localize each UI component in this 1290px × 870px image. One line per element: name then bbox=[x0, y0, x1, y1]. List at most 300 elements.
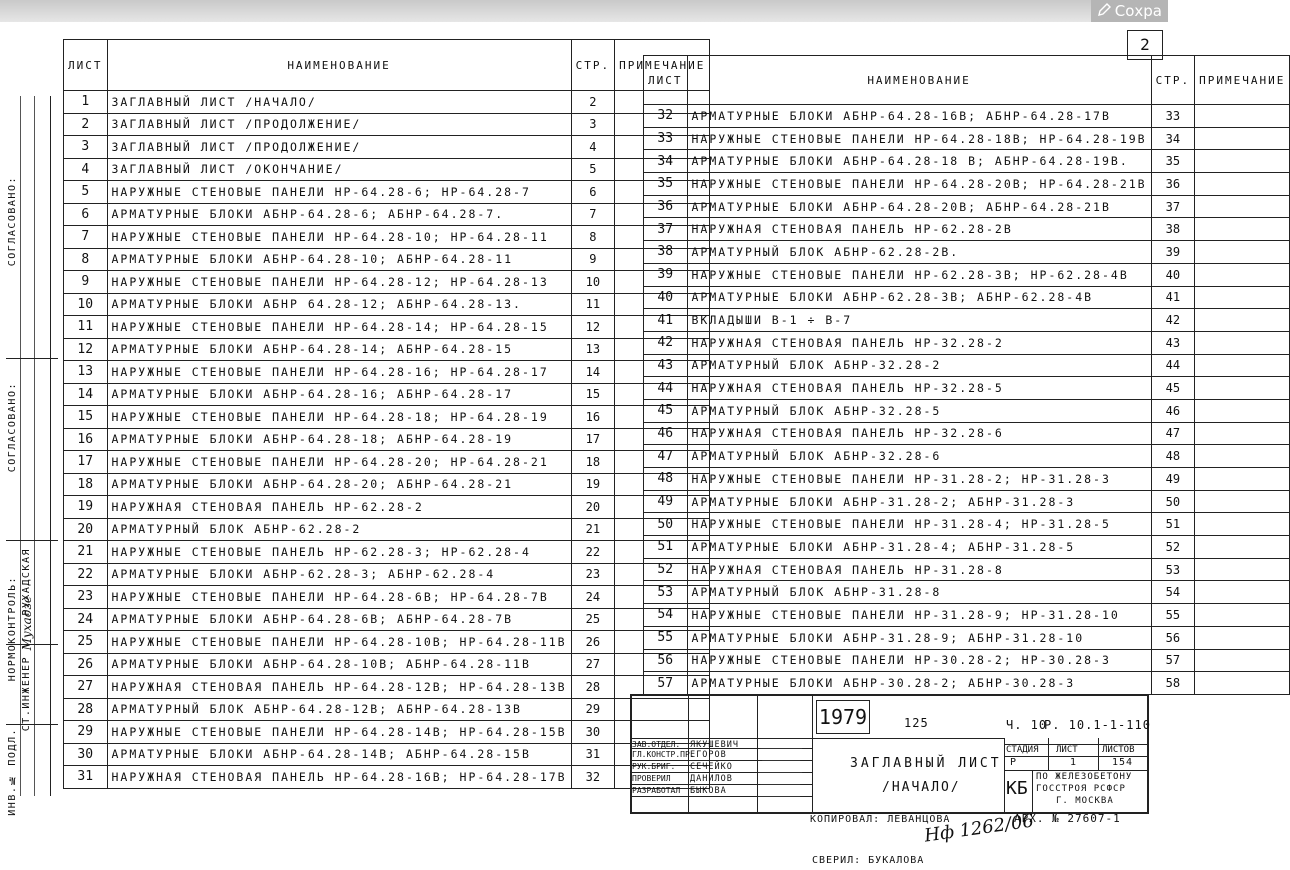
row-sheet-number: 4 bbox=[64, 158, 108, 181]
table-row bbox=[64, 181, 710, 204]
name-0: ЯКУШЕВИЧ bbox=[690, 740, 739, 750]
row-name: ЗАГЛАВНЫЙ ЛИСТ /ОКОНЧАНИЕ/ bbox=[107, 158, 571, 181]
row-sheet-number: 31 bbox=[64, 766, 108, 789]
tb-divider bbox=[1048, 738, 1049, 770]
row-page: 27 bbox=[571, 653, 615, 676]
row-name: АРМАТУРНЫЙ БЛОК АБНР-31.28-8 bbox=[687, 581, 1151, 604]
row-sheet-number: 36 bbox=[644, 195, 688, 218]
row-page: 15 bbox=[571, 383, 615, 406]
row-sheet-number: 42 bbox=[644, 331, 688, 354]
role-1: ГЛ.КОНСТР.ПР. bbox=[632, 750, 695, 759]
row-name: АРМАТУРНЫЙ БЛОК АБНР-62.28-2 bbox=[107, 518, 571, 541]
row-page: 35 bbox=[1151, 150, 1195, 173]
row-page: 57 bbox=[1151, 649, 1195, 672]
row-page: 32 bbox=[571, 766, 615, 789]
row-sheet-number: 23 bbox=[64, 586, 108, 609]
row-sheet-number: 34 bbox=[644, 150, 688, 173]
row-sheet-number: 27 bbox=[64, 676, 108, 699]
row-name: АРМАТУРНЫЙ БЛОК АБНР-32.28-5 bbox=[687, 399, 1151, 422]
table-row bbox=[64, 271, 710, 294]
row-sheet-number: 19 bbox=[64, 496, 108, 519]
row-page: 16 bbox=[571, 406, 615, 429]
row-sheet-number: 29 bbox=[64, 721, 108, 744]
row-name: АРМАТУРНЫЕ БЛОКИ АБНР-31.28-9; АБНР-31.28-10 bbox=[687, 626, 1151, 649]
table-row bbox=[64, 293, 710, 316]
row-sheet-number: 57 bbox=[644, 672, 688, 695]
table-row bbox=[64, 586, 710, 609]
sheet-number-box: 2 bbox=[1127, 30, 1163, 60]
row-name: АРМАТУРНЫЕ БЛОКИ АБНР-64.28-10В; АБНР-64.28-11В bbox=[107, 653, 571, 676]
row-sheet-number: 37 bbox=[644, 218, 688, 241]
tb-divider bbox=[1004, 738, 1005, 812]
row-page: 38 bbox=[1151, 218, 1195, 241]
row-name: НАРУЖНАЯ СТЕНОВАЯ ПАНЕЛЬ НР-31.28-8 bbox=[687, 558, 1151, 581]
row-name: НАРУЖНЫЕ СТЕНОВЫЕ ПАНЕЛИ НР-64.28-20В; НР-64.28-21В bbox=[687, 173, 1151, 196]
agreed-label: СОГЛАСОВАНО: bbox=[7, 176, 18, 267]
row-note bbox=[1195, 377, 1290, 400]
row-page: 2 bbox=[571, 91, 615, 114]
register-table-left bbox=[63, 39, 710, 789]
table-row bbox=[644, 490, 1290, 513]
row-sheet-number: 9 bbox=[64, 271, 108, 294]
name-1: ЕГОРОВ bbox=[690, 750, 727, 760]
row-note bbox=[1195, 626, 1290, 649]
row-sheet-number: 33 bbox=[644, 127, 688, 150]
row-name: НАРУЖНАЯ СТЕНОВАЯ ПАНЕЛЬ НР-64.28-16В; НР-64.28-17В bbox=[107, 766, 571, 789]
table-row bbox=[644, 626, 1290, 649]
row-name: НАРУЖНЫЕ СТЕНОВЫЕ ПАНЕЛИ НР-64.28-12; НР-64.28-13 bbox=[107, 271, 571, 294]
table-row bbox=[64, 766, 710, 789]
num-125: 125 bbox=[904, 716, 929, 730]
row-sheet-number: 41 bbox=[644, 309, 688, 332]
role-3: ПРОВЕРИЛ bbox=[632, 774, 671, 783]
row-sheet-number: 39 bbox=[644, 263, 688, 286]
stage-value: Р bbox=[1010, 757, 1018, 768]
row-page: 12 bbox=[571, 316, 615, 339]
register-body-left bbox=[64, 91, 710, 789]
row-page: 8 bbox=[571, 226, 615, 249]
approval-strip bbox=[6, 96, 51, 816]
save-button[interactable] bbox=[1091, 0, 1168, 22]
sheets-value: 154 bbox=[1112, 757, 1134, 768]
row-sheet-number: 55 bbox=[644, 626, 688, 649]
role-4: РАЗРАБОТАЛ bbox=[632, 786, 681, 795]
row-sheet-number: 50 bbox=[644, 513, 688, 536]
table-row bbox=[64, 563, 710, 586]
row-sheet-number: 14 bbox=[64, 383, 108, 406]
table-row bbox=[644, 558, 1290, 581]
row-page: 33 bbox=[1151, 105, 1195, 128]
col-name-header: НАИМЕНОВАНИЕ bbox=[107, 40, 571, 91]
sheet-label: ЛИСТ bbox=[1056, 745, 1078, 755]
table-row bbox=[64, 653, 710, 676]
row-sheet-number: 3 bbox=[64, 136, 108, 159]
row-page: 21 bbox=[571, 518, 615, 541]
table-row bbox=[644, 286, 1290, 309]
row-sheet-number: 11 bbox=[64, 316, 108, 339]
tb-divider bbox=[1098, 738, 1099, 770]
table-row bbox=[644, 649, 1290, 672]
row-page: 36 bbox=[1151, 173, 1195, 196]
row-page: 44 bbox=[1151, 354, 1195, 377]
row-name: АРМАТУРНЫЕ БЛОКИ АБНР-64.28-6; АБНР-64.28-7. bbox=[107, 203, 571, 226]
table-row bbox=[64, 631, 710, 654]
row-name: ВКЛАДЫШИ В-1 ÷ В-7 bbox=[687, 309, 1151, 332]
row-sheet-number: 52 bbox=[644, 558, 688, 581]
save-button-label: Сохра bbox=[1114, 2, 1162, 20]
row-name: АРМАТУРНЫЙ БЛОК АБНР-32.28-6 bbox=[687, 445, 1151, 468]
row-page: 10 bbox=[571, 271, 615, 294]
row-name: НАРУЖНЫЕ СТЕНОВЫЕ ПАНЕЛИ НР-64.28-20; НР-64.28-21 bbox=[107, 451, 571, 474]
row-name: НАРУЖНЫЕ СТЕНОВЫЕ ПАНЕЛИ НР-31.28-4; НР-31.28-5 bbox=[687, 513, 1151, 536]
row-page: 47 bbox=[1151, 422, 1195, 445]
row-name: НАРУЖНЫЕ СТЕНОВЫЕ ПАНЕЛИ НР-64.28-10; НР-64.28-11 bbox=[107, 226, 571, 249]
row-page: 39 bbox=[1151, 241, 1195, 264]
row-name: НАРУЖНЫЕ СТЕНОВЫЕ ПАНЕЛИ НР-64.28-6; НР-64.28-7 bbox=[107, 181, 571, 204]
row-note bbox=[1195, 241, 1290, 264]
table-row bbox=[644, 218, 1290, 241]
row-page: 24 bbox=[571, 586, 615, 609]
row-name: АРМАТУРНЫЕ БЛОКИ АБНР-30.28-2; АБНР-30.28-3 bbox=[687, 672, 1151, 695]
signature-3 bbox=[760, 774, 804, 785]
row-sheet-number: 47 bbox=[644, 445, 688, 468]
st-engineer-label: СТ.ИНЖЕНЕР bbox=[21, 656, 32, 732]
signature-1 bbox=[762, 750, 804, 761]
table-header-row bbox=[64, 40, 710, 91]
table-row bbox=[64, 91, 710, 114]
save-icon bbox=[1097, 3, 1111, 17]
row-note bbox=[1195, 445, 1290, 468]
row-name: НАРУЖНАЯ СТЕНОВАЯ ПАНЕЛЬ НР-32.28-2 bbox=[687, 331, 1151, 354]
row-sheet-number: 24 bbox=[64, 608, 108, 631]
table-row bbox=[644, 672, 1290, 695]
row-name: АРМАТУРНЫЕ БЛОКИ АБНР-64.28-16; АБНР-64.28-17 bbox=[107, 383, 571, 406]
row-sheet-number: 40 bbox=[644, 286, 688, 309]
strip-rule bbox=[6, 540, 58, 541]
row-note bbox=[1195, 331, 1290, 354]
tb-divider bbox=[812, 696, 813, 812]
row-name: НАРУЖНЫЕ СТЕНОВЫЕ ПАНЕЛИ НР-31.28-9; НР-31.28-10 bbox=[687, 604, 1151, 627]
row-note bbox=[1195, 536, 1290, 559]
table-row bbox=[644, 377, 1290, 400]
row-page: 30 bbox=[571, 721, 615, 744]
row-note bbox=[1195, 513, 1290, 536]
row-page: 25 bbox=[571, 608, 615, 631]
sheets-label: ЛИСТОВ bbox=[1102, 745, 1135, 755]
table-row bbox=[64, 136, 710, 159]
row-sheet-number: 30 bbox=[64, 743, 108, 766]
name-2: СЕЧЕЙКО bbox=[690, 762, 733, 772]
row-note bbox=[1195, 558, 1290, 581]
signature-2 bbox=[758, 762, 806, 773]
org-line2: ГОССТРОЯ РСФСР bbox=[1036, 784, 1126, 794]
register-body-right bbox=[644, 105, 1290, 695]
row-name: ЗАГЛАВНЫЙ ЛИСТ /НАЧАЛО/ bbox=[107, 91, 571, 114]
row-note bbox=[1195, 581, 1290, 604]
row-page: 48 bbox=[1151, 445, 1195, 468]
row-note bbox=[1195, 672, 1290, 695]
table-row bbox=[644, 331, 1290, 354]
table-row bbox=[64, 316, 710, 339]
row-name: НАРУЖНЫЕ СТЕНОВЫЕ ПАНЕЛИ НР-30.28-2; НР-30.28-3 bbox=[687, 649, 1151, 672]
normcontrol-label: НОРМОКОНТРОЛЬ: bbox=[7, 576, 18, 682]
table-row bbox=[644, 445, 1290, 468]
table-row bbox=[644, 127, 1290, 150]
table-row bbox=[644, 513, 1290, 536]
row-page: 56 bbox=[1151, 626, 1195, 649]
row-page: 45 bbox=[1151, 377, 1195, 400]
browser-toolbar bbox=[0, 0, 1168, 22]
table-row bbox=[64, 248, 710, 271]
col-page-header: СТР. bbox=[1151, 56, 1195, 105]
row-note bbox=[1195, 468, 1290, 491]
row-sheet-number: 10 bbox=[64, 293, 108, 316]
row-sheet-number: 2 bbox=[64, 113, 108, 136]
row-note bbox=[1195, 399, 1290, 422]
row-note bbox=[1195, 422, 1290, 445]
name-4: БЫКОВА bbox=[690, 786, 727, 796]
row-page: 28 bbox=[571, 676, 615, 699]
copied-by: КОПИРОВАЛ: ЛЕВАНЦОВА bbox=[810, 814, 951, 825]
table-row bbox=[64, 338, 710, 361]
row-name: АРМАТУРНЫЕ БЛОКИ АБНР-64.28-18 В; АБНР-64.28-19В. bbox=[687, 150, 1151, 173]
row-sheet-number: 1 bbox=[64, 91, 108, 114]
table-row bbox=[64, 496, 710, 519]
row-page: 23 bbox=[571, 563, 615, 586]
row-page: 49 bbox=[1151, 468, 1195, 491]
row-name: НАРУЖНЫЕ СТЕНОВЫЕ ПАНЕЛИ НР-64.28-14В; НР-64.28-15В bbox=[107, 721, 571, 744]
row-name: АРМАТУРНЫЕ БЛОКИ АБНР-31.28-4; АБНР-31.28-5 bbox=[687, 536, 1151, 559]
row-name: АРМАТУРНЫЕ БЛОКИ АБНР-64.28-16В; АБНР-64.28-17В bbox=[687, 105, 1151, 128]
row-name: АРМАТУРНЫЕ БЛОКИ АБНР-64.28-14В; АБНР-64.28-15В bbox=[107, 743, 571, 766]
row-name: АРМАТУРНЫЙ БЛОК АБНР-64.28-12В; АБНР-64.28-13В bbox=[107, 698, 571, 721]
row-page: 37 bbox=[1151, 195, 1195, 218]
table-header-row bbox=[644, 56, 1290, 105]
table-row bbox=[644, 604, 1290, 627]
table-row bbox=[64, 361, 710, 384]
table-row bbox=[644, 263, 1290, 286]
row-page: 50 bbox=[1151, 490, 1195, 513]
row-name: АРМАТУРНЫЙ БЛОК АБНР-62.28-2В. bbox=[687, 241, 1151, 264]
table-row bbox=[64, 428, 710, 451]
row-name: НАРУЖНЫЕ СТЕНОВЫЕ ПАНЕЛИ НР-64.28-14; НР-64.28-15 bbox=[107, 316, 571, 339]
row-page: 31 bbox=[571, 743, 615, 766]
row-sheet-number: 7 bbox=[64, 226, 108, 249]
row-sheet-number: 46 bbox=[644, 422, 688, 445]
table-row bbox=[64, 743, 710, 766]
row-sheet-number: 25 bbox=[64, 631, 108, 654]
table-row bbox=[64, 113, 710, 136]
row-note bbox=[1195, 286, 1290, 309]
org-line3: Г. МОСКВА bbox=[1056, 796, 1114, 806]
row-page: 7 bbox=[571, 203, 615, 226]
stage-label: СТАДИЯ bbox=[1006, 745, 1039, 755]
row-sheet-number: 6 bbox=[64, 203, 108, 226]
row-name: НАРУЖНЫЕ СТЕНОВЫЕ ПАНЕЛИ НР-31.28-2; НР-31.28-3 bbox=[687, 468, 1151, 491]
name-3: ДАНИЛОВ bbox=[690, 774, 733, 784]
part-label: Ч. 10 bbox=[1006, 718, 1048, 732]
agreed-label: СОГЛАСОВАНО: bbox=[7, 382, 18, 473]
role-2: РУК.БРИГ. bbox=[632, 762, 676, 771]
row-sheet-number: 21 bbox=[64, 541, 108, 564]
row-name: АРМАТУРНЫЕ БЛОКИ АБНР-64.28-18; АБНР-64.28-19 bbox=[107, 428, 571, 451]
col-note-header: ПРИМЕЧАНИЕ bbox=[615, 40, 710, 91]
rukhadskaya-label: РУХАДСКАЯ bbox=[21, 548, 32, 616]
row-sheet-number: 26 bbox=[64, 653, 108, 676]
col-sheet-header: ЛИСТ bbox=[644, 56, 688, 105]
row-sheet-number: 49 bbox=[644, 490, 688, 513]
row-sheet-number: 5 bbox=[64, 181, 108, 204]
table-row bbox=[644, 468, 1290, 491]
col-name-header: НАИМЕНОВАНИЕ bbox=[687, 56, 1151, 105]
row-sheet-number: 15 bbox=[64, 406, 108, 429]
row-page: 9 bbox=[571, 248, 615, 271]
sheet-title-line2: /НАЧАЛО/ bbox=[882, 780, 961, 795]
row-page: 55 bbox=[1151, 604, 1195, 627]
checked-by: СВЕРИЛ: БУКАЛОВА bbox=[812, 855, 925, 866]
inv-label: ИНВ.№ ПОДЛ. bbox=[7, 728, 18, 816]
row-name: АРМАТУРНЫЕ БЛОКИ АБНР-64.28-20В; АБНР-64.28-21В bbox=[687, 195, 1151, 218]
row-page: 58 bbox=[1151, 672, 1195, 695]
row-name: АРМАТУРНЫЕ БЛОКИ АБНР 64.28-12; АБНР-64.28-13. bbox=[107, 293, 571, 316]
signature-0 bbox=[760, 738, 806, 749]
table-row bbox=[64, 721, 710, 744]
row-note bbox=[1195, 604, 1290, 627]
row-note bbox=[1195, 218, 1290, 241]
row-name: ЗАГЛАВНЫЙ ЛИСТ /ПРОДОЛЖЕНИЕ/ bbox=[107, 136, 571, 159]
tb-divider bbox=[1032, 770, 1033, 812]
table-row bbox=[644, 399, 1290, 422]
row-name: АРМАТУРНЫЕ БЛОКИ АБНР-64.28-14; АБНР-64.28-15 bbox=[107, 338, 571, 361]
row-sheet-number: 43 bbox=[644, 354, 688, 377]
row-page: 20 bbox=[571, 496, 615, 519]
table-row bbox=[644, 354, 1290, 377]
table-row bbox=[644, 150, 1290, 173]
table-row bbox=[64, 518, 710, 541]
row-sheet-number: 56 bbox=[644, 649, 688, 672]
row-name: АРМАТУРНЫЕ БЛОКИ АБНР-64.28-6В; АБНР-64.28-7В bbox=[107, 608, 571, 631]
table-row bbox=[64, 406, 710, 429]
table-row bbox=[644, 195, 1290, 218]
row-sheet-number: 16 bbox=[64, 428, 108, 451]
table-row bbox=[64, 203, 710, 226]
row-page: 5 bbox=[571, 158, 615, 181]
col-sheet-header: ЛИСТ bbox=[64, 40, 108, 91]
register-table-right bbox=[643, 55, 1290, 695]
row-note bbox=[1195, 150, 1290, 173]
row-note bbox=[1195, 195, 1290, 218]
row-name: НАРУЖНЫЕ СТЕНОВЫЕ ПАНЕЛИ НР-64.28-18; НР-64.28-19 bbox=[107, 406, 571, 429]
row-page: 26 bbox=[571, 631, 615, 654]
row-sheet-number: 8 bbox=[64, 248, 108, 271]
row-sheet-number: 20 bbox=[64, 518, 108, 541]
row-note bbox=[1195, 490, 1290, 513]
row-page: 6 bbox=[571, 181, 615, 204]
row-name: АРМАТУРНЫЕ БЛОКИ АБНР-31.28-2; АБНР-31.28-3 bbox=[687, 490, 1151, 513]
row-sheet-number: 38 bbox=[644, 241, 688, 264]
row-sheet-number: 13 bbox=[64, 361, 108, 384]
table-row bbox=[644, 536, 1290, 559]
series-label: Р. 10.1-1-110 bbox=[1044, 718, 1151, 732]
row-sheet-number: 12 bbox=[64, 338, 108, 361]
table-row bbox=[64, 226, 710, 249]
strip-rule bbox=[6, 358, 58, 359]
row-page: 52 bbox=[1151, 536, 1195, 559]
row-page: 17 bbox=[571, 428, 615, 451]
row-page: 34 bbox=[1151, 127, 1195, 150]
row-name: АРМАТУРНЫЕ БЛОКИ АБНР-64.28-10; АБНР-64.28-11 bbox=[107, 248, 571, 271]
row-name: АРМАТУРНЫЕ БЛОКИ АБНР-64.28-20; АБНР-64.28-21 bbox=[107, 473, 571, 496]
row-page: 13 bbox=[571, 338, 615, 361]
row-sheet-number: 45 bbox=[644, 399, 688, 422]
row-sheet-number: 51 bbox=[644, 536, 688, 559]
col-note-header: ПРИМЕЧАНИЕ bbox=[1195, 56, 1290, 105]
row-page: 51 bbox=[1151, 513, 1195, 536]
row-note bbox=[1195, 649, 1290, 672]
title-block bbox=[630, 694, 1149, 814]
row-page: 18 bbox=[571, 451, 615, 474]
table-row bbox=[644, 309, 1290, 332]
row-page: 41 bbox=[1151, 286, 1195, 309]
row-name: НАРУЖНЫЕ СТЕНОВЫЕ ПАНЕЛИ НР-64.28-6В; НР-64.28-7В bbox=[107, 586, 571, 609]
row-name: НАРУЖНАЯ СТЕНОВАЯ ПАНЕЛЬ НР-62.28-2В bbox=[687, 218, 1151, 241]
row-sheet-number: 53 bbox=[644, 581, 688, 604]
row-page: 54 bbox=[1151, 581, 1195, 604]
table-row bbox=[64, 541, 710, 564]
col-page-header: СТР. bbox=[571, 40, 615, 91]
row-sheet-number: 44 bbox=[644, 377, 688, 400]
role-0: ЗАВ.ОТДЕЛ. bbox=[632, 740, 681, 749]
row-name: ЗАГЛАВНЫЙ ЛИСТ /ПРОДОЛЖЕНИЕ/ bbox=[107, 113, 571, 136]
row-page: 4 bbox=[571, 136, 615, 159]
row-page: 11 bbox=[571, 293, 615, 316]
row-name: НАРУЖНАЯ СТЕНОВАЯ ПАНЕЛЬ НР-32.28-5 bbox=[687, 377, 1151, 400]
row-page: 3 bbox=[571, 113, 615, 136]
row-page: 19 bbox=[571, 473, 615, 496]
table-row bbox=[644, 422, 1290, 445]
table-row bbox=[64, 473, 710, 496]
table-row bbox=[644, 241, 1290, 264]
row-page: 40 bbox=[1151, 263, 1195, 286]
row-sheet-number: 17 bbox=[64, 451, 108, 474]
sheet-title-line1: ЗАГЛАВНЫЙ ЛИСТ bbox=[850, 756, 1002, 771]
signature-4 bbox=[758, 786, 804, 797]
row-note bbox=[1195, 309, 1290, 332]
row-name: НАРУЖНАЯ СТЕНОВАЯ ПАНЕЛЬ НР-32.28-6 bbox=[687, 422, 1151, 445]
row-name: НАРУЖНЫЕ СТЕНОВЫЕ ПАНЕЛИ НР-64.28-16; НР-64.28-17 bbox=[107, 361, 571, 384]
row-note bbox=[1195, 354, 1290, 377]
row-note bbox=[1195, 105, 1290, 128]
row-page: 46 bbox=[1151, 399, 1195, 422]
org-code: КБ bbox=[1006, 778, 1028, 799]
row-sheet-number: 35 bbox=[644, 173, 688, 196]
table-row bbox=[644, 105, 1290, 128]
table-row bbox=[644, 173, 1290, 196]
row-page: 53 bbox=[1151, 558, 1195, 581]
row-note bbox=[1195, 127, 1290, 150]
table-row bbox=[64, 451, 710, 474]
row-name: НАРУЖНАЯ СТЕНОВАЯ ПАНЕЛЬ НР-62.28-2 bbox=[107, 496, 571, 519]
row-sheet-number: 28 bbox=[64, 698, 108, 721]
row-page: 29 bbox=[571, 698, 615, 721]
row-note bbox=[1195, 263, 1290, 286]
row-name: НАРУЖНАЯ СТЕНОВАЯ ПАНЕЛЬ НР-64.28-12В; НР-64.28-13В bbox=[107, 676, 571, 699]
row-page: 14 bbox=[571, 361, 615, 384]
normcontrol-signature: Мухадзе bbox=[20, 596, 34, 651]
archive-number: АРХ. № 27607-1 bbox=[1014, 812, 1121, 825]
row-sheet-number: 48 bbox=[644, 468, 688, 491]
org-line1: ПО ЖЕЛЕЗОБЕТОНУ bbox=[1036, 772, 1133, 782]
